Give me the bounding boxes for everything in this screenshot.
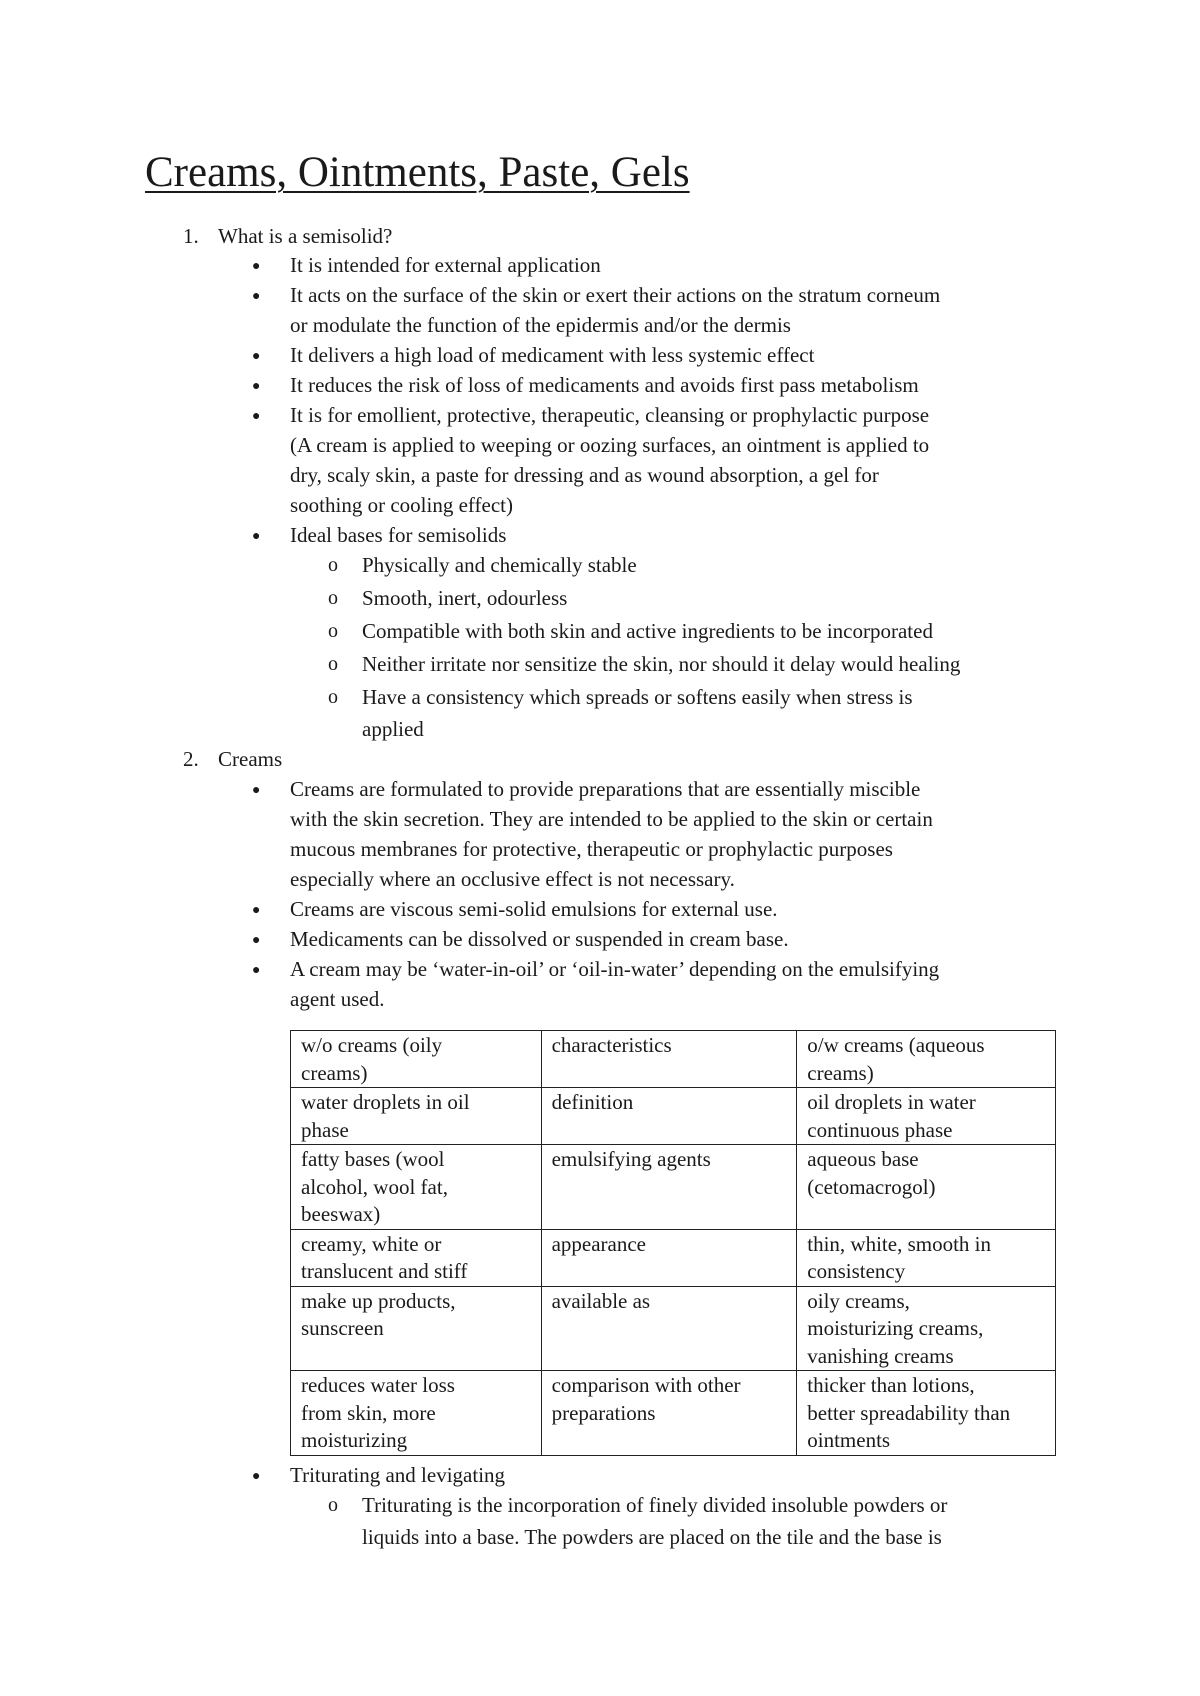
- sub-list-item-continued: liquids into a base. The powders are placed on the tile and the base is: [362, 1525, 942, 1549]
- sub-bullet-icon: o: [328, 620, 338, 642]
- table-cell: [797, 1031, 1056, 1088]
- table-cell: [291, 1371, 542, 1456]
- section-number: 2.: [183, 747, 199, 771]
- table-cell: [541, 1286, 797, 1371]
- table-cell: [541, 1088, 797, 1145]
- list-item: Triturating and levigating: [290, 1463, 506, 1487]
- bullet-icon: ●: [252, 289, 261, 304]
- bullet-icon: ●: [252, 933, 261, 948]
- table-row: [291, 1145, 1056, 1230]
- table-cell: [291, 1145, 542, 1230]
- table-cell-line: oil droplets in water: [807, 1090, 976, 1114]
- table-cell-line: preparations: [551, 1400, 656, 1425]
- bullet-icon: ●: [252, 903, 261, 918]
- sub-bullet-icon: o: [328, 686, 338, 708]
- table-cell-line: translucent and stiff: [301, 1259, 468, 1283]
- table-cell-line: better spreadability than: [807, 1400, 1011, 1425]
- list-item: It is intended for external application: [290, 253, 601, 277]
- table-cell-line: water droplets in oil: [301, 1090, 470, 1114]
- table-cell-line: aqueous base: [807, 1147, 919, 1171]
- table-cell-line: from skin, more: [301, 1400, 436, 1425]
- sub-list-item: Neither irritate nor sensitize the skin, nor should it delay would healing: [362, 652, 961, 676]
- bullet-icon: ●: [252, 409, 261, 424]
- table-cell: [541, 1371, 797, 1456]
- table-cell: [291, 1088, 542, 1145]
- table-cell: [797, 1229, 1056, 1286]
- table-cell-line: comparison with other: [551, 1373, 741, 1397]
- table-cell-line: sunscreen: [301, 1316, 384, 1340]
- sub-bullet-icon: o: [328, 653, 338, 675]
- list-item-continued: (A cream is applied to weeping or oozing surfaces, an ointment is applied to: [290, 433, 930, 457]
- sub-bullet-icon: o: [328, 554, 338, 576]
- sub-bullet-icon: o: [328, 587, 338, 609]
- list-item-continued: or modulate the function of the epidermis and/or the dermis: [290, 313, 791, 337]
- table-cell-line: creams): [301, 1060, 368, 1085]
- table-cell-line: oily creams,: [807, 1288, 910, 1313]
- list-item-continued: especially where an occlusive effect is not necessary.: [290, 867, 735, 891]
- table-cell-line: definition: [551, 1090, 634, 1114]
- list-item-continued: dry, scaly skin, a paste for dressing and as wound absorption, a gel for: [290, 463, 879, 487]
- table-cell-line: beeswax): [301, 1202, 381, 1226]
- table-row: [291, 1371, 1056, 1456]
- sub-bullet-icon: o: [328, 1494, 338, 1516]
- table-cell: [291, 1031, 542, 1088]
- table-cell-line: moisturizing: [301, 1428, 408, 1452]
- bullet-icon: ●: [252, 259, 261, 274]
- table-cell-line: emulsifying agents: [551, 1147, 711, 1171]
- table-row: [291, 1286, 1056, 1371]
- table-row: [291, 1229, 1056, 1286]
- bullet-icon: ●: [252, 1469, 261, 1484]
- table-cell-line: characteristics: [551, 1033, 672, 1057]
- table-cell: [797, 1371, 1056, 1456]
- bullet-icon: ●: [252, 963, 261, 978]
- table-cell: [797, 1145, 1056, 1230]
- table-cell-line: creams): [807, 1060, 874, 1085]
- bullet-icon: ●: [252, 783, 261, 798]
- sub-list-item: Have a consistency which spreads or softens easily when stress is: [362, 685, 913, 709]
- table-cell-line: creamy, white or: [301, 1231, 442, 1256]
- table-cell-line: continuous phase: [807, 1117, 953, 1142]
- list-item: It acts on the surface of the skin or exert their actions on the stratum corneum: [290, 283, 941, 307]
- table-cell-line: thin, white, smooth in: [807, 1231, 991, 1256]
- comparison-table: [290, 1030, 1056, 1456]
- list-item: Medicaments can be dissolved or suspended in cream base.: [290, 927, 789, 951]
- table-cell: [541, 1031, 797, 1088]
- section-heading: What is a semisolid?: [218, 224, 393, 248]
- table-cell-line: available as: [551, 1288, 651, 1313]
- table-cell-line: (cetomacrogol): [807, 1174, 936, 1199]
- table-cell: [291, 1229, 542, 1286]
- table-cell-line: w/o creams (oily: [301, 1033, 443, 1057]
- table-cell-line: alcohol, wool fat,: [301, 1174, 448, 1199]
- list-item: Creams are viscous semi-solid emulsions for external use.: [290, 897, 778, 921]
- sub-list-item: Triturating is the incorporation of finely divided insoluble powders or: [362, 1493, 948, 1517]
- list-item: Ideal bases for semisolids: [290, 523, 507, 547]
- bullet-icon: ●: [252, 379, 261, 394]
- bullet-icon: ●: [252, 349, 261, 364]
- table-row: [291, 1031, 1056, 1088]
- bullet-icon: ●: [252, 529, 261, 544]
- table-cell: [291, 1286, 542, 1371]
- list-item: It is for emollient, protective, therapeutic, cleansing or prophylactic purpose: [290, 403, 930, 427]
- sub-list-item: Compatible with both skin and active ingredients to be incorporated: [362, 619, 933, 643]
- section-heading: Creams: [218, 747, 283, 771]
- page-title: Creams, Ointments, Paste, Gels: [145, 149, 690, 196]
- sub-list-item: Smooth, inert, odourless: [362, 586, 568, 610]
- list-item: A cream may be ‘water-in-oil’ or ‘oil-in-water’ depending on the emulsifying: [290, 957, 940, 981]
- sub-list-item-continued: applied: [362, 717, 424, 741]
- table-cell-line: make up products,: [301, 1288, 456, 1313]
- table-cell-line: vanishing creams: [807, 1343, 954, 1368]
- table-cell-line: appearance: [551, 1231, 646, 1256]
- table-cell-line: ointments: [807, 1428, 891, 1452]
- table-row: [291, 1088, 1056, 1145]
- table-cell: [797, 1286, 1056, 1371]
- table-cell-line: o/w creams (aqueous: [807, 1033, 985, 1057]
- table-cell-line: fatty bases (wool: [301, 1147, 445, 1171]
- list-item-continued: mucous membranes for protective, therapeutic or prophylactic purposes: [290, 837, 893, 861]
- table-cell: [541, 1145, 797, 1230]
- list-item: It delivers a high load of medicament with less systemic effect: [290, 343, 815, 367]
- list-item-continued: agent used.: [290, 987, 385, 1011]
- section-number: 1.: [183, 224, 199, 248]
- table-cell-line: consistency: [807, 1259, 906, 1283]
- list-item-continued: with the skin secretion. They are intended to be applied to the skin or certain: [290, 807, 933, 831]
- table-cell-line: phase: [301, 1117, 349, 1142]
- table-cell-line: thicker than lotions,: [807, 1373, 975, 1397]
- list-item-continued: soothing or cooling effect): [290, 493, 513, 517]
- table-cell-line: moisturizing creams,: [807, 1316, 984, 1340]
- list-item: It reduces the risk of loss of medicaments and avoids first pass metabolism: [290, 373, 919, 397]
- table-cell: [541, 1229, 797, 1286]
- table-cell: [797, 1088, 1056, 1145]
- list-item: Creams are formulated to provide preparations that are essentially miscible: [290, 777, 921, 801]
- table-cell-line: reduces water loss: [301, 1373, 455, 1397]
- sub-list-item: Physically and chemically stable: [362, 553, 637, 577]
